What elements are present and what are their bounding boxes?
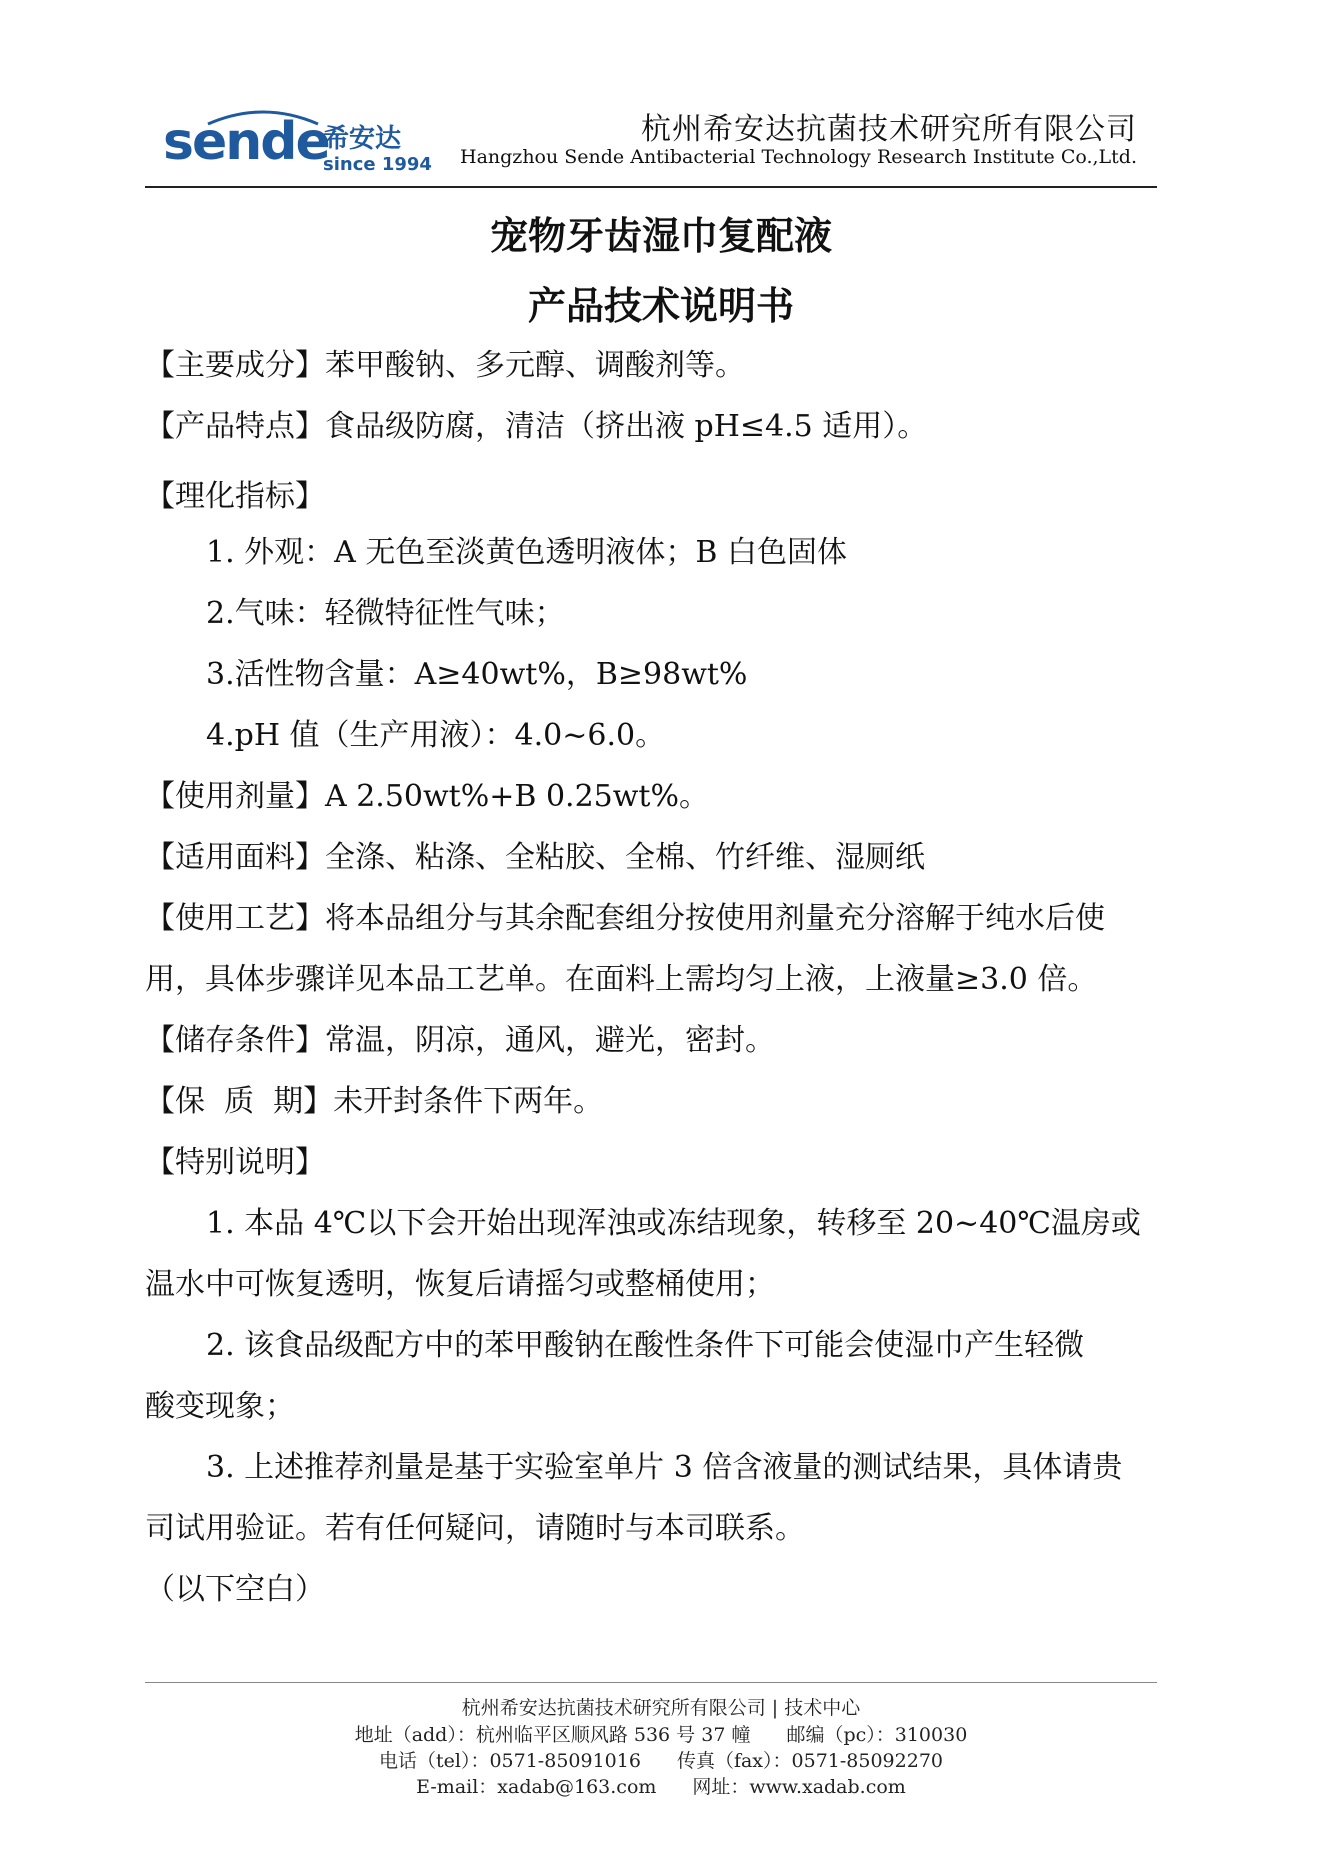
note-2-line1: 2. 该食品级配方中的苯甲酸钠在酸性条件下可能会使湿巾产生轻微	[206, 1328, 1085, 1363]
physchem-heading: 【理化指标】	[145, 479, 325, 514]
footer-address: 地址（add）：杭州临平区顺风路 536 号 37 幢	[354, 1724, 751, 1746]
product-features: 【产品特点】食品级防腐，清洁（挤出液 pH≤4.5 适用）。	[145, 409, 928, 444]
note-3-line2: 司试用验证。若有任何疑问，请随时与本司联系。	[145, 1511, 805, 1546]
note-1-line1: 1. 本品 4℃以下会开始出现浑浊或冻结现象，转移至 20~40℃温房或	[206, 1206, 1141, 1241]
footer-company: 杭州希安达抗菌技术研究所有限公司 | 技术中心	[461, 1697, 861, 1719]
footer-contact-line	[0, 1746, 1322, 1773]
main-ingredients: 【主要成分】苯甲酸钠、多元醇、调酸剂等。	[145, 348, 745, 383]
footer-email[interactable]: E-mail：xadab@163.com	[416, 1776, 657, 1798]
spec-odor: 2.气味：轻微特征性气味；	[206, 596, 565, 631]
company-name-en: Hangzhou Sende Antibacterial Technology Research Institute Co.,Ltd.	[460, 146, 1137, 168]
spec-ph: 4.pH 值（生产用液）：4.0~6.0。	[206, 718, 666, 753]
company-name-cn: 杭州希安达抗菌技术研究所有限公司	[641, 112, 1137, 147]
usage-dosage: 【使用剂量】A 2.50wt%+B 0.25wt%。	[145, 779, 709, 814]
special-notes-heading: 【特别说明】	[145, 1145, 325, 1180]
footer-website[interactable]: 网址：www.xadab.com	[692, 1776, 906, 1798]
storage-conditions: 【储存条件】常温，阴凉，通风，避光，密封。	[145, 1023, 775, 1058]
logo-chinese-name: 希安达	[323, 124, 402, 154]
usage-process-line2: 用，具体步骤详见本品工艺单。在面料上需均匀上液，上液量≥3.0 倍。	[145, 962, 1098, 997]
doc-title: 宠物牙齿湿巾复配液	[489, 213, 832, 258]
blank-below-note: （以下空白）	[145, 1572, 325, 1607]
spec-active-content: 3.活性物含量：A≥40wt%，B≥98wt%	[206, 657, 748, 692]
footer-web-line	[0, 1772, 1322, 1799]
footer-tel: 电话（tel）：0571-85091016	[379, 1750, 641, 1772]
logo-text: sende	[163, 112, 329, 172]
doc-subtitle: 产品技术说明书	[527, 283, 794, 328]
logo-since: since 1994	[323, 154, 432, 175]
spec-appearance: 1. 外观：A 无色至淡黄色透明液体；B 白色固体	[206, 535, 847, 570]
footer-divider	[145, 1682, 1157, 1683]
page-header	[145, 92, 1157, 188]
footer-fax: 传真（fax）：0571-85092270	[676, 1750, 943, 1772]
footer-address-line	[0, 1720, 1322, 1747]
shelf-life: 【保 质 期】未开封条件下两年。	[145, 1084, 604, 1119]
note-1-line2: 温水中可恢复透明，恢复后请摇匀或整桶使用；	[145, 1267, 775, 1302]
company-logo	[163, 100, 443, 184]
note-2-line2: 酸变现象；	[145, 1389, 295, 1424]
applicable-fabrics: 【适用面料】全涤、粘涤、全粘胶、全棉、竹纤维、湿厕纸	[145, 840, 925, 875]
note-3-line1: 3. 上述推荐剂量是基于实验室单片 3 倍含液量的测试结果，具体请贵	[206, 1450, 1123, 1485]
footer-postcode: 邮编（pc）：310030	[786, 1724, 968, 1746]
usage-process-line1: 【使用工艺】将本品组分与其余配套组分按使用剂量充分溶解于纯水后使	[145, 901, 1105, 936]
